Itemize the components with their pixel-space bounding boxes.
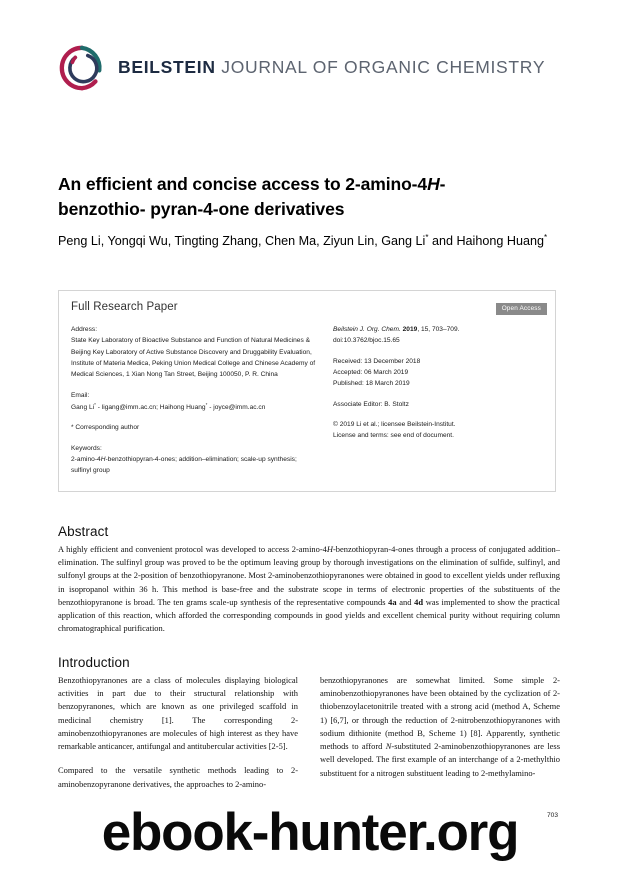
citation-block [333,324,547,347]
corresponding-author-note: * Corresponding author [71,424,140,432]
intro-right-part-1: benzothiopyranones are somewhat limited. Some simple 2-aminobenzothiopyranones have been obtained by the cyclization of 2-thiobenzoylacetonitrile treated with a strong acid (method A, Scheme 1) [6,7], or through the reduction of 2-nitrobenzothiopyranones with sodium dithionite (method B, Scheme 1) [8]. Apparently, synthetic methods to afford [320,675,560,752]
abstract-part-2: -benzothiopyran-4-ones through a process of conjugated addition–elimination. The sulfinyl group was proved to be the optimum leaving group by thorough investigations on the elimination of sulfide, sulfinyl, and sulfonyl groups at the 2-position of benzothiopyranone. Most 2-aminobenzothiopyranones were obtained in good to excellent yields under refluxing in isopropanol within 36 h. This method is base-free and the substrate scope in terms of electronic properties of the substituents of the benzothiopyranone is broad. The ten grams scale-up synthesis of the representative compounds [58,544,560,607]
received-date: Received: 13 December 2018 [333,357,421,365]
abstract-part-4: was implemented to show the practical application of this reaction, which afforded the corresponding compounds in good yields and excellent chemical purity without requiring column chromatographical purification. [58,596,560,634]
introduction-right-column [320,674,560,791]
beilstein-logo-icon [58,44,106,92]
paper-type-label: Full Research Paper [71,301,178,313]
title-italic-h: H [427,174,440,194]
abstract-part-1: A highly efficient and convenient protocol was developed to access 2-amino-4 [58,544,327,554]
doi-text: doi:10.3762/bjoc.15.65 [333,337,400,345]
introduction-left-column [58,674,298,791]
article-metadata-box [58,290,556,492]
journal-volume-pages: , 15, 703–709. [417,326,460,333]
wordmark-subtitle: JOURNAL OF ORGANIC CHEMISTRY [215,57,546,78]
introduction-columns [58,674,560,791]
email-label: Email: [71,391,90,399]
keywords-label: Keywords: [71,444,102,452]
journal-name: Beilstein J. Org. Chem. [333,326,401,333]
keywords-part-1: 2-amino-4 [71,456,101,464]
compound-4d: 4d [414,596,424,607]
corresponding-marker-1: * [425,233,429,242]
copyright-text: © 2019 Li et al.; licensee Beilstein-Institut. [333,420,456,428]
open-access-badge: Open Access [496,303,547,315]
authors-names: Peng Li, Yongqi Wu, Tingting Zhang, Chen Ma, Ziyun Lin, Gang Li [58,234,426,249]
keywords-text [71,454,317,477]
authors-names-tail: and Haihong Huang [428,234,544,249]
compound-4a: 4a [388,596,397,607]
email-block [71,390,317,414]
published-date: Published: 18 March 2019 [333,380,410,388]
associate-editor: Associate Editor: B. Stoltz [333,400,409,408]
title-part-2: -benzothio- [58,174,446,219]
license-block [333,419,547,442]
journal-citation [333,324,547,335]
email-marker-2: * [205,401,208,407]
dates-block [333,356,547,390]
corresponding-marker-2: * [544,233,548,242]
metadata-left-column [71,324,317,477]
keywords-italic-h: H [100,456,106,464]
keywords-block [71,443,317,477]
email-text [71,401,317,414]
journal-wordmark [118,59,545,77]
email-marker-1: * [94,401,96,407]
intro-paragraph-3 [320,674,560,780]
title-part-3: pyran-4-one derivatives [150,198,345,219]
page-number: 703 [546,812,558,819]
associate-editor-block [333,399,547,410]
email-tail: - joyce@imm.ac.cn [207,404,266,412]
introduction-heading: Introduction [58,655,130,670]
intro-paragraph-1: Benzothiopyranones are a class of molecules displaying biological activities in part due to their structural relationship with benzopyranones, which are known as one privileged scaffold in medicinal chemistry [1]. The corresponding 2-aminobenzothiopyranones are molecules of high interest as they have remarkable anticancer, antifungal and antitubercular activities [2-5]. [58,675,298,752]
watermark-text: ebook-hunter.org [101,803,519,862]
intro-italic-n: N [385,741,392,752]
address-block [71,324,317,381]
metadata-right-column [333,304,547,477]
email-middle: - ligang@imm.ac.cn; Haihong Huang [95,404,206,412]
intro-paragraph-2: Compared to the versatile synthetic methods leading to 2-aminobenzopyranone derivatives, the approaches to 2-amino- [58,765,298,789]
address-label: Address: [71,326,98,333]
corresponding-author-note-block [71,422,317,433]
abstract-part-3: and [396,596,415,607]
title-part-1: An efficient and concise access to 2-amino-4 [58,174,428,194]
abstract-heading: Abstract [58,524,109,539]
journal-masthead [58,44,545,92]
article-title [58,172,528,222]
accepted-date: Accepted: 06 March 2019 [333,368,409,376]
journal-year: 2019 [402,326,418,333]
abstract-text [58,543,560,636]
author-list [58,232,558,251]
intro-right-part-2: -substituted 2-aminobenzothiopyranones are less well developed. The first example of an interchange of a 2-methylthio substituent for a nitrogen substituent leading to 2-methylamino- [320,741,560,778]
address-text: State Key Laboratory of Bioactive Substance and Function of Natural Medicines & Beijing Key Laboratory of Active Substance Discovery and Druggability Evaluation, Institute of Materia Medica, Peking Union Medical College and Chinese Academy of Medical Sciences, 1 Xian Nong Tan Street, Beijing 100050, P. R. China [71,337,316,379]
abstract-italic-h: H [326,544,333,554]
wordmark-beilstein: BEILSTEIN [118,57,216,78]
email-author-1: Gang Li [71,404,95,412]
keywords-part-2: -benzothiopyran-4-ones; addition–elimination; scale-up synthesis; sulfinyl group [71,456,297,475]
license-text: License and terms: see end of document. [333,432,454,440]
